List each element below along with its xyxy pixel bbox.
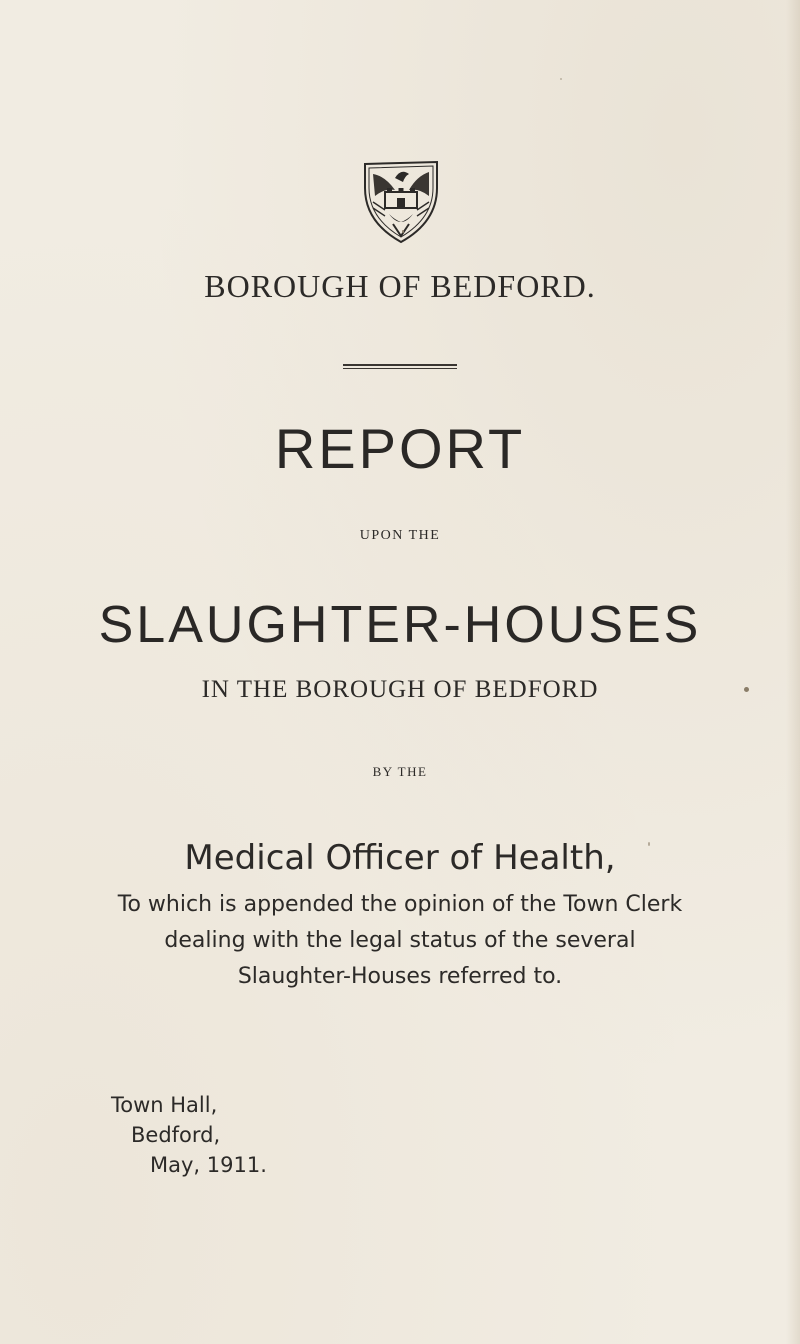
location-heading: IN THE BOROUGH OF BEDFORD (201, 676, 599, 703)
paper-speck (560, 78, 562, 80)
address-line: Bedford, (131, 1123, 221, 1147)
appendix-line: To which is appended the opinion of the Town Clerk (117, 892, 683, 917)
borough-crest-icon (357, 158, 445, 246)
address-line: Town Hall, (111, 1093, 218, 1117)
appendix-line: Slaughter-Houses referred to. (237, 964, 563, 989)
author-heading: Medical Officer of Health, (184, 838, 616, 878)
report-title: REPORT (274, 417, 526, 480)
appendix-line: dealing with the legal status of the several (164, 928, 636, 953)
upon-the-label: UPON THE (359, 528, 441, 543)
by-the-label: BY THE (372, 764, 428, 779)
double-rule-divider (343, 364, 457, 371)
page-edge-shadow (786, 0, 800, 1344)
address-line: May, 1911. (150, 1153, 267, 1177)
borough-heading: BOROUGH OF BEDFORD. (204, 268, 596, 304)
paper-speck (648, 842, 650, 846)
paper-speck (402, 230, 404, 233)
paper-speck (744, 687, 749, 692)
subject-heading: SLAUGHTER-HOUSES (98, 596, 702, 654)
